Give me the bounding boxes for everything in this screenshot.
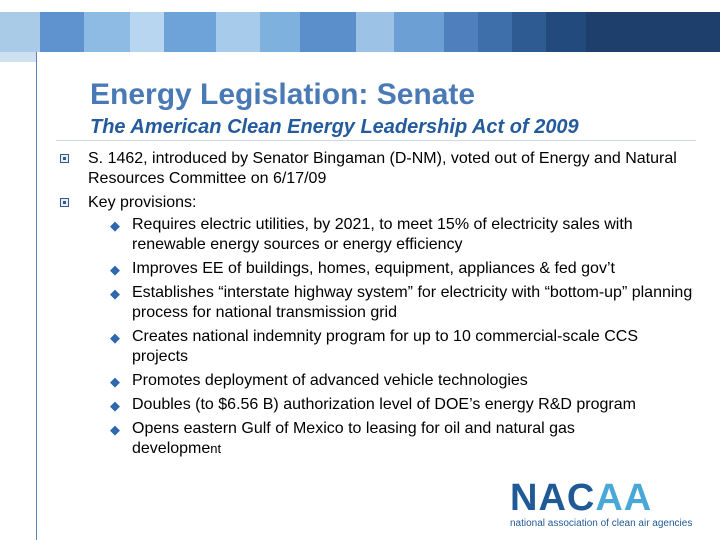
- logo-word-b: AA: [595, 477, 653, 519]
- bullet-text: Key provisions:: [88, 194, 197, 211]
- nacaa-logo: [510, 477, 710, 529]
- provision-text: [132, 419, 652, 459]
- provision-text: Doubles (to $6.56 B) authorization level of DOE’s energy R&D program: [132, 396, 636, 413]
- provision-text: Establishes “interstate highway system” for electricity with “bottom-up” planning process for national transmission grid: [132, 284, 693, 321]
- title-divider: [56, 140, 696, 141]
- checkbox-bullet-icon: [60, 198, 69, 207]
- provision-item: [78, 283, 698, 323]
- provision-text: Improves EE of buildings, homes, equipment, appliances & fed gov’t: [132, 260, 615, 277]
- logo-wordmark: [510, 477, 710, 519]
- logo-word-a: NAC: [510, 477, 596, 519]
- left-vertical-rule: [36, 52, 37, 540]
- provision-item: [78, 259, 698, 279]
- provision-text-main: Opens eastern Gulf of Mexico to leasing for oil and natural gas developme: [132, 420, 575, 457]
- bullet-item: [58, 149, 698, 189]
- provision-item: [78, 395, 698, 415]
- arrow-bullet-icon: ◆: [110, 330, 120, 345]
- provision-text: Promotes deployment of advanced vehicle technologies: [132, 372, 528, 389]
- arrow-bullet-icon: ◆: [110, 374, 120, 389]
- slide-title: Energy Legislation: Senate: [90, 78, 476, 111]
- arrow-bullet-icon: ◆: [110, 218, 120, 233]
- bullet-item: [58, 193, 698, 213]
- provision-item: [78, 371, 698, 391]
- bullet-text: S. 1462, introduced by Senator Bingaman (D-NM), voted out of Energy and Natural Resources Committee on 6/17/09: [88, 150, 677, 187]
- provision-item: [78, 215, 698, 255]
- checkbox-bullet-icon: [60, 154, 69, 163]
- provision-item: [78, 419, 698, 459]
- provision-item: [78, 327, 698, 367]
- slide-subtitle: The American Clean Energy Leadership Act of 2009: [90, 116, 579, 138]
- arrow-bullet-icon: ◆: [110, 286, 120, 301]
- arrow-bullet-icon: ◆: [110, 422, 120, 437]
- provision-text-tail: nt: [210, 441, 222, 456]
- left-accent-band: [0, 52, 36, 62]
- slide-body: [78, 149, 698, 463]
- header-color-band: [0, 12, 720, 52]
- arrow-bullet-icon: ◆: [110, 398, 120, 413]
- logo-tagline: national association of clean air agencies: [510, 518, 693, 529]
- provision-text: Creates national indemnity program for up to 10 commercial-scale CCS projects: [132, 328, 638, 365]
- provision-text: Requires electric utilities, by 2021, to meet 15% of electricity sales with renewable energy sources or energy efficiency: [132, 216, 633, 253]
- arrow-bullet-icon: ◆: [110, 262, 120, 277]
